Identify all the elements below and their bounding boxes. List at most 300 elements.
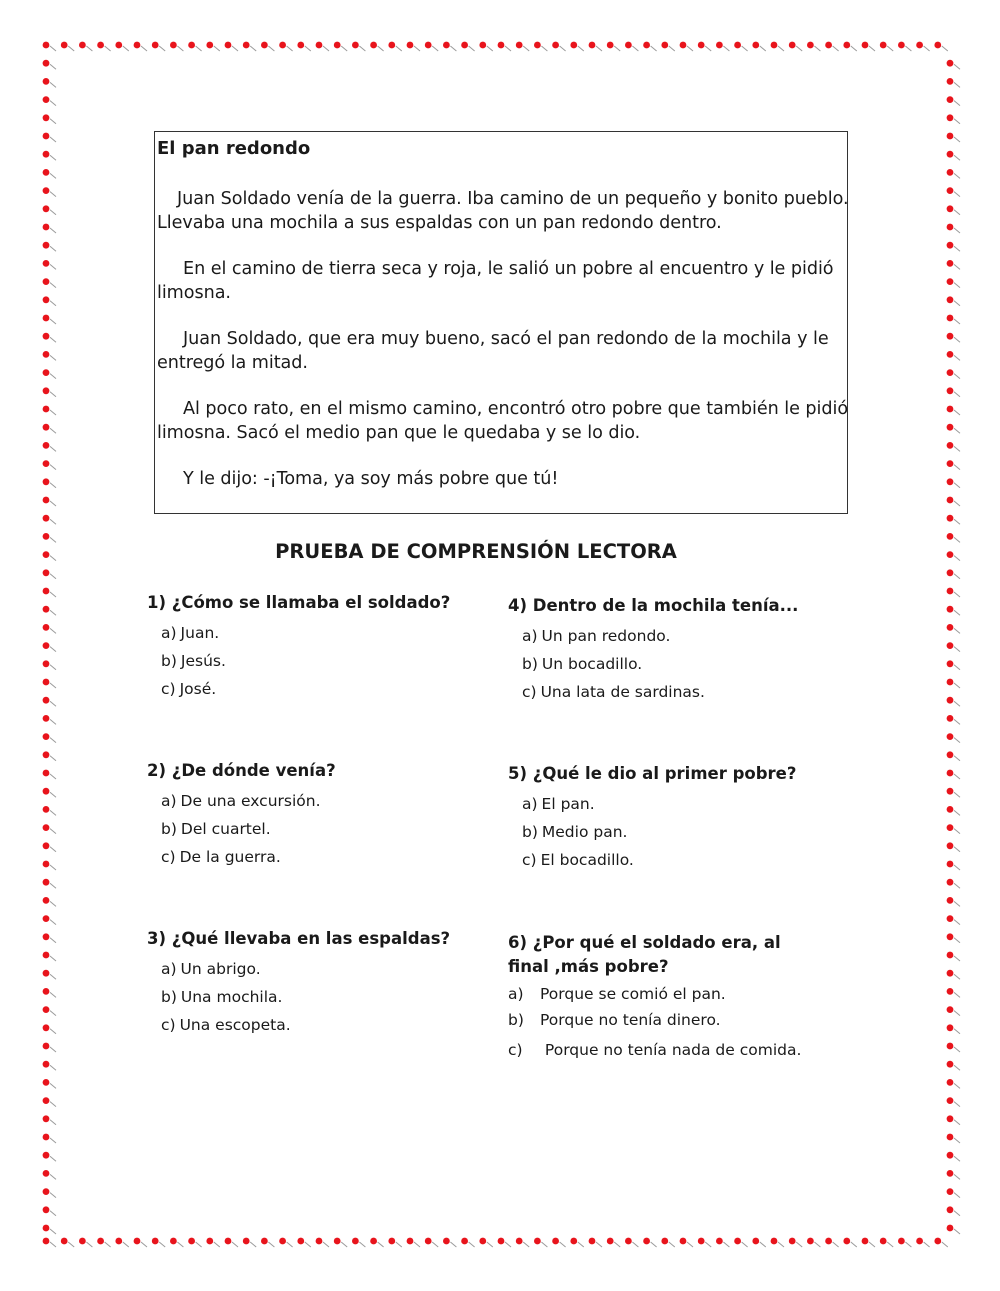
- border-dot: [43, 642, 50, 649]
- border-dot: [443, 1238, 450, 1245]
- option[interactable]: [147, 955, 487, 983]
- border-dash: [123, 1242, 129, 1247]
- option[interactable]: [147, 675, 477, 703]
- options-list: [147, 955, 487, 1039]
- border-dot: [43, 205, 50, 212]
- border-dot: [947, 78, 954, 85]
- border-dot: [43, 569, 50, 576]
- border-dot: [43, 1170, 50, 1177]
- border-dot: [43, 442, 50, 449]
- border-dash: [954, 228, 960, 233]
- border-dot: [297, 1238, 304, 1245]
- border-dot: [43, 861, 50, 868]
- option[interactable]: [147, 647, 477, 675]
- border-dot: [947, 424, 954, 431]
- border-dot: [661, 1238, 668, 1245]
- border-dash: [560, 46, 566, 51]
- border-dot: [589, 42, 596, 49]
- border-dot: [388, 1238, 395, 1245]
- border-dash: [341, 1242, 347, 1247]
- border-dash: [323, 1242, 329, 1247]
- border-dash: [954, 610, 960, 615]
- border-dot: [516, 1238, 523, 1245]
- border-dot: [947, 533, 954, 540]
- border-dash: [50, 920, 56, 925]
- border-dash: [954, 519, 960, 524]
- border-dash: [50, 865, 56, 870]
- border-dash: [287, 1242, 293, 1247]
- border-dash: [432, 1242, 438, 1247]
- border-dash: [778, 46, 784, 51]
- border-dot: [188, 42, 195, 49]
- border-dash: [487, 1242, 493, 1247]
- border-dash: [359, 1242, 365, 1247]
- option[interactable]: [508, 1037, 838, 1063]
- border-dot: [43, 351, 50, 358]
- border-dash: [954, 173, 960, 178]
- border-dash: [954, 974, 960, 979]
- options-list: [508, 622, 838, 706]
- border-dot: [43, 260, 50, 267]
- option[interactable]: [147, 1011, 487, 1039]
- border-dot: [443, 42, 450, 49]
- border-dot: [43, 988, 50, 995]
- border-dot: [43, 715, 50, 722]
- border-dot: [947, 387, 954, 394]
- border-dot: [43, 697, 50, 704]
- border-dash: [50, 938, 56, 943]
- option-text: De la guerra.: [179, 848, 281, 866]
- border-dot: [862, 42, 869, 49]
- border-dot: [352, 1238, 359, 1245]
- border-dot: [947, 242, 954, 249]
- border-dash: [954, 1065, 960, 1070]
- border-dot: [947, 1006, 954, 1013]
- option-letter: a): [161, 960, 177, 978]
- option[interactable]: [147, 815, 477, 843]
- option[interactable]: [508, 981, 838, 1007]
- border-dot: [352, 42, 359, 49]
- border-dot: [43, 96, 50, 103]
- border-dash: [632, 1242, 638, 1247]
- border-dot: [734, 1238, 741, 1245]
- border-dot: [43, 1238, 50, 1245]
- border-dash: [596, 1242, 602, 1247]
- border-dot: [947, 478, 954, 485]
- border-dot: [947, 1170, 954, 1177]
- story-box: [154, 131, 848, 514]
- border-dash: [954, 865, 960, 870]
- border-dash: [742, 1242, 748, 1247]
- option[interactable]: [508, 1007, 838, 1037]
- border-dash: [232, 46, 238, 51]
- border-dot: [188, 1238, 195, 1245]
- border-dash: [954, 465, 960, 470]
- border-dot: [43, 897, 50, 904]
- border-dash: [614, 1242, 620, 1247]
- border-dash: [50, 465, 56, 470]
- border-dot: [43, 387, 50, 394]
- border-dash: [954, 938, 960, 943]
- border-dot: [461, 42, 468, 49]
- border-dash: [651, 1242, 657, 1247]
- border-dash: [214, 1242, 220, 1247]
- border-dash: [250, 46, 256, 51]
- border-dash: [50, 738, 56, 743]
- border-dot: [79, 42, 86, 49]
- border-dash: [105, 1242, 111, 1247]
- border-dot: [947, 1024, 954, 1031]
- border-dot: [43, 1006, 50, 1013]
- border-dot: [43, 1061, 50, 1068]
- border-dash: [50, 1174, 56, 1179]
- border-dash: [305, 1242, 311, 1247]
- border-dash: [887, 46, 893, 51]
- border-dash: [487, 46, 493, 51]
- border-dot: [61, 42, 68, 49]
- border-dot: [752, 42, 759, 49]
- border-dot: [43, 660, 50, 667]
- border-dot: [43, 1043, 50, 1050]
- border-dash: [954, 628, 960, 633]
- border-dot: [243, 1238, 250, 1245]
- border-dot: [807, 1238, 814, 1245]
- border-dash: [469, 46, 475, 51]
- border-dot: [43, 151, 50, 158]
- option-letter: b): [522, 823, 538, 841]
- border-dot: [947, 260, 954, 267]
- border-dash: [954, 1174, 960, 1179]
- border-dot: [825, 42, 832, 49]
- border-dash: [954, 410, 960, 415]
- border-dash: [814, 1242, 820, 1247]
- option[interactable]: [147, 619, 477, 647]
- option-letter: c): [522, 683, 537, 701]
- border-dot: [589, 1238, 596, 1245]
- border-dot: [43, 751, 50, 758]
- border-dash: [141, 1242, 147, 1247]
- border-dot: [516, 42, 523, 49]
- border-dot: [43, 824, 50, 831]
- border-dash: [86, 1242, 92, 1247]
- border-dash: [954, 155, 960, 160]
- border-dot: [625, 1238, 632, 1245]
- story-paragraph: Juan Soldado venía de la guerra. Iba camino de un pequeño y bonito pueblo. Llevaba una mochila a sus espaldas con un pan redondo dentro.: [157, 189, 849, 233]
- border-dot: [97, 42, 104, 49]
- border-dash: [954, 192, 960, 197]
- border-dash: [50, 574, 56, 579]
- border-dash: [50, 683, 56, 688]
- border-dot: [43, 770, 50, 777]
- border-dash: [141, 46, 147, 51]
- story-paragraph: Y le dijo: -¡Toma, ya soy más pobre que tú!: [183, 469, 559, 489]
- border-dot: [661, 42, 668, 49]
- border-dash: [50, 101, 56, 106]
- border-dash: [833, 46, 839, 51]
- border-dot: [43, 970, 50, 977]
- border-dash: [954, 428, 960, 433]
- border-dot: [947, 460, 954, 467]
- border-dash: [705, 46, 711, 51]
- border-dot: [947, 205, 954, 212]
- option[interactable]: [508, 622, 838, 650]
- border-dash: [954, 82, 960, 87]
- border-dash: [954, 1229, 960, 1234]
- border-dot: [947, 915, 954, 922]
- option-text: Medio pan.: [541, 823, 628, 841]
- border-dash: [50, 137, 56, 142]
- border-dash: [359, 46, 365, 51]
- border-dash: [796, 1242, 802, 1247]
- border-dot: [947, 369, 954, 376]
- border-dash: [50, 446, 56, 451]
- border-dash: [954, 1011, 960, 1016]
- border-dash: [414, 1242, 420, 1247]
- question-text: 4) Dentro de la mochila tenía...: [508, 596, 799, 615]
- option-text: El bocadillo.: [540, 851, 634, 869]
- border-dot: [789, 42, 796, 49]
- border-dot: [43, 169, 50, 176]
- border-dot: [807, 42, 814, 49]
- border-dot: [843, 42, 850, 49]
- border-dot: [316, 1238, 323, 1245]
- border-dash: [954, 355, 960, 360]
- option-letter: c): [161, 848, 176, 866]
- border-dash: [50, 883, 56, 888]
- border-dot: [947, 952, 954, 959]
- border-dot: [698, 1238, 705, 1245]
- border-dot: [898, 42, 905, 49]
- border-dash: [50, 1102, 56, 1107]
- border-dash: [833, 1242, 839, 1247]
- border-dot: [225, 1238, 232, 1245]
- border-dot: [134, 42, 141, 49]
- border-dot: [43, 42, 50, 49]
- border-dash: [50, 246, 56, 251]
- border-dash: [214, 46, 220, 51]
- border-dash: [177, 1242, 183, 1247]
- option[interactable]: [147, 983, 487, 1011]
- border-dot: [771, 42, 778, 49]
- border-dash: [669, 46, 675, 51]
- border-dash: [68, 46, 74, 51]
- border-dot: [947, 515, 954, 522]
- border-dash: [287, 46, 293, 51]
- border-dash: [541, 46, 547, 51]
- option-text: Un pan redondo.: [541, 627, 671, 645]
- border-dot: [43, 733, 50, 740]
- border-dash: [50, 82, 56, 87]
- border-dot: [152, 1238, 159, 1245]
- border-dot: [43, 460, 50, 467]
- border-dash: [50, 501, 56, 506]
- border-dash: [954, 574, 960, 579]
- border-dash: [954, 1156, 960, 1161]
- border-dash: [50, 792, 56, 797]
- story-paragraph: Juan Soldado, que era muy bueno, sacó el pan redondo de la mochila y le entregó la mitad.: [157, 329, 829, 373]
- border-dot: [498, 42, 505, 49]
- border-dot: [947, 642, 954, 649]
- border-dot: [43, 515, 50, 522]
- border-dot: [752, 1238, 759, 1245]
- border-dot: [534, 42, 541, 49]
- border-dot: [552, 1238, 559, 1245]
- border-dot: [947, 406, 954, 413]
- question-2: [147, 759, 477, 871]
- border-dot: [43, 842, 50, 849]
- border-dash: [396, 46, 402, 51]
- border-dash: [954, 283, 960, 288]
- option[interactable]: [508, 846, 838, 874]
- border-dot: [947, 96, 954, 103]
- option-text: Porque se comió el pan.: [540, 985, 726, 1003]
- border-dash: [50, 1229, 56, 1234]
- border-dot: [170, 1238, 177, 1245]
- border-dot: [947, 660, 954, 667]
- story-text: [157, 187, 849, 513]
- border-dot: [388, 42, 395, 49]
- border-dot: [79, 1238, 86, 1245]
- border-dash: [942, 46, 948, 51]
- border-dash: [50, 483, 56, 488]
- border-dash: [50, 46, 56, 51]
- border-dash: [196, 46, 202, 51]
- option-text: Jesús.: [180, 652, 226, 670]
- border-dash: [954, 1029, 960, 1034]
- option-text: Una mochila.: [180, 988, 283, 1006]
- border-dot: [947, 114, 954, 121]
- border-dot: [43, 424, 50, 431]
- border-dot: [43, 1206, 50, 1213]
- border-dot: [479, 1238, 486, 1245]
- border-dash: [954, 810, 960, 815]
- border-dash: [50, 774, 56, 779]
- border-dash: [50, 1120, 56, 1125]
- option[interactable]: [147, 787, 477, 815]
- border-dash: [954, 446, 960, 451]
- question-4: [508, 594, 838, 706]
- border-dash: [851, 1242, 857, 1247]
- border-dot: [425, 42, 432, 49]
- border-dash: [123, 46, 129, 51]
- option[interactable]: [508, 790, 838, 818]
- border-dash: [560, 1242, 566, 1247]
- border-dash: [268, 46, 274, 51]
- border-dot: [607, 42, 614, 49]
- border-dot: [947, 133, 954, 140]
- border-dash: [954, 829, 960, 834]
- border-dash: [954, 392, 960, 397]
- option-text: José.: [179, 680, 217, 698]
- border-dash: [505, 1242, 511, 1247]
- border-dot: [334, 1238, 341, 1245]
- border-dot: [43, 588, 50, 595]
- border-dash: [50, 756, 56, 761]
- border-dash: [177, 46, 183, 51]
- border-dash: [341, 46, 347, 51]
- options-list: [147, 619, 477, 703]
- border-dash: [924, 1242, 930, 1247]
- border-dash: [954, 592, 960, 597]
- border-dash: [723, 46, 729, 51]
- option[interactable]: [508, 678, 838, 706]
- border-dash: [578, 46, 584, 51]
- border-dot: [461, 1238, 468, 1245]
- border-dash: [50, 283, 56, 288]
- border-dash: [954, 756, 960, 761]
- border-dot: [947, 879, 954, 886]
- border-dot: [947, 187, 954, 194]
- border-dot: [771, 1238, 778, 1245]
- border-dot: [880, 42, 887, 49]
- border-dash: [742, 46, 748, 51]
- option[interactable]: [147, 843, 477, 871]
- border-dot: [43, 278, 50, 285]
- option[interactable]: [508, 818, 838, 846]
- border-dot: [43, 606, 50, 613]
- border-dash: [705, 1242, 711, 1247]
- question-5: [508, 762, 838, 874]
- border-dot: [425, 1238, 432, 1245]
- border-dash: [954, 1138, 960, 1143]
- border-dot: [43, 679, 50, 686]
- question-text: 1) ¿Cómo se llamaba el soldado?: [147, 593, 451, 612]
- border-dash: [50, 1193, 56, 1198]
- border-dot: [947, 351, 954, 358]
- border-dot: [934, 1238, 941, 1245]
- border-dot: [261, 1238, 268, 1245]
- option[interactable]: [508, 650, 838, 678]
- border-dot: [947, 715, 954, 722]
- border-dash: [50, 810, 56, 815]
- border-dash: [50, 192, 56, 197]
- border-dot: [716, 1238, 723, 1245]
- border-dash: [469, 1242, 475, 1247]
- border-dash: [954, 337, 960, 342]
- border-dot: [916, 42, 923, 49]
- border-dash: [50, 974, 56, 979]
- border-dot: [370, 42, 377, 49]
- border-dot: [334, 42, 341, 49]
- border-dot: [947, 169, 954, 176]
- border-dash: [50, 829, 56, 834]
- border-dash: [86, 46, 92, 51]
- option-letter: a): [508, 985, 524, 1003]
- border-dash: [760, 1242, 766, 1247]
- question-text: 5) ¿Qué le dio al primer pobre?: [508, 764, 797, 783]
- border-dash: [954, 1211, 960, 1216]
- border-dash: [942, 1242, 948, 1247]
- option-letter: c): [161, 1016, 176, 1034]
- border-dash: [760, 46, 766, 51]
- border-dot: [862, 1238, 869, 1245]
- option-letter: a): [161, 624, 177, 642]
- option-letter: a): [522, 795, 538, 813]
- border-dot: [947, 1225, 954, 1232]
- border-dash: [50, 1156, 56, 1161]
- story-paragraph: Al poco rato, en el mismo camino, encontró otro pobre que también le pidió limosna. Sacó el medio pan que le quedaba y se lo dio.: [157, 399, 849, 443]
- border-dash: [432, 46, 438, 51]
- border-dot: [880, 1238, 887, 1245]
- option-text: Juan.: [180, 624, 220, 642]
- option-text: Porque no tenía dinero.: [540, 1011, 721, 1029]
- border-dash: [869, 1242, 875, 1247]
- options-list: [508, 981, 838, 1063]
- border-dash: [954, 483, 960, 488]
- border-dash: [523, 46, 529, 51]
- border-dash: [196, 1242, 202, 1247]
- border-dash: [954, 1102, 960, 1107]
